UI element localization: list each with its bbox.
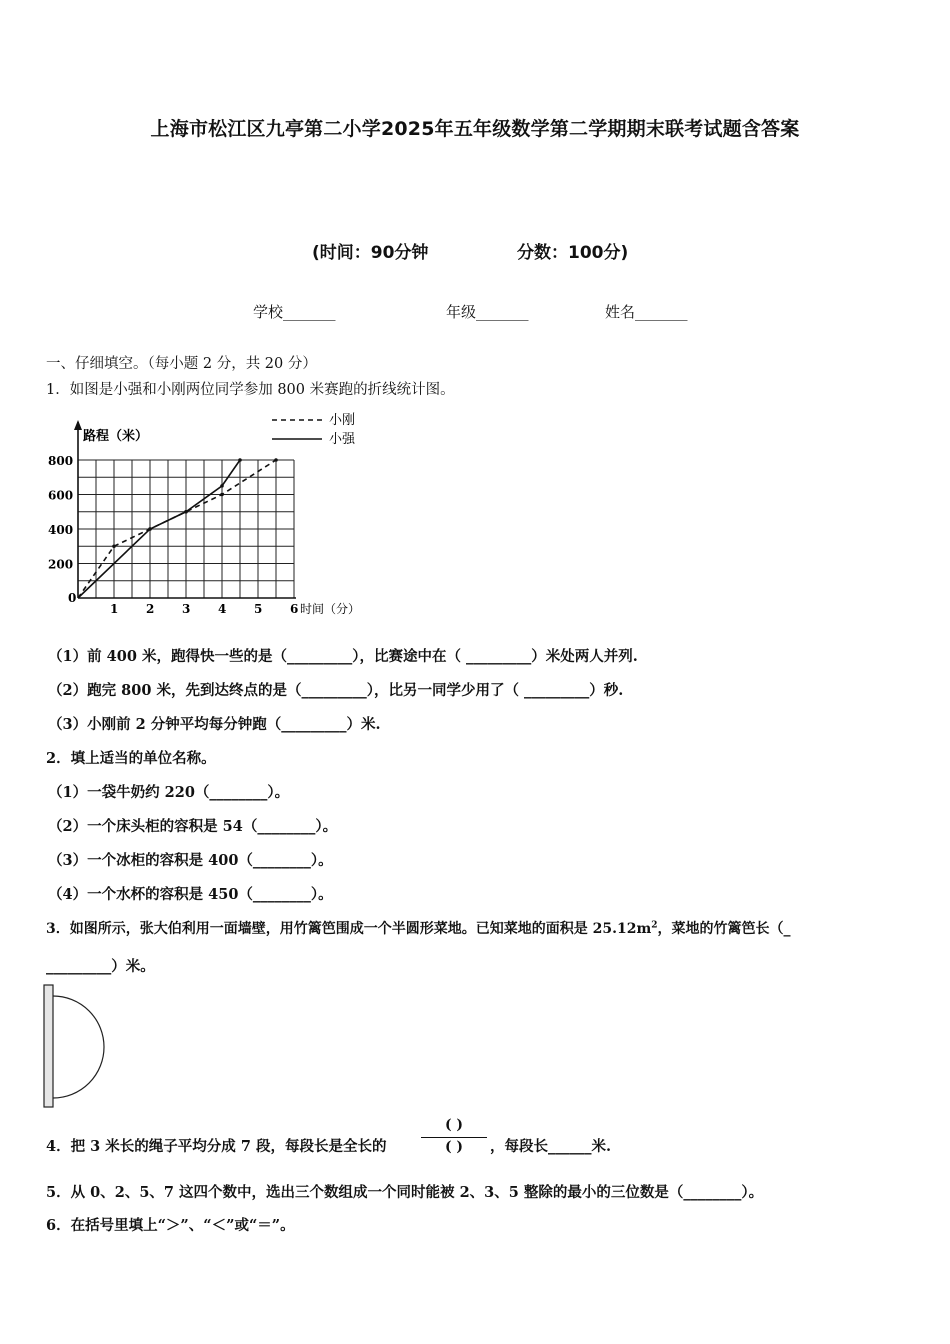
x-tick-label: 2 [146, 602, 155, 616]
q4-text-pre: 4．把 3 米长的绳子平均分成 7 段，每段长是全长的 [46, 1138, 387, 1155]
data-point [220, 484, 224, 488]
q6-text: 6．在括号里填上“＞”、“＜”或“＝”。 [46, 1217, 295, 1234]
x-tick-label: 0 [68, 591, 77, 605]
data-point [220, 493, 224, 497]
data-point [238, 458, 242, 462]
q2-sub4: （4）一个水杯的容积是 450（________）。 [48, 886, 333, 903]
x-tick-label: 6 [290, 602, 299, 616]
data-point [148, 527, 152, 531]
line-chart [40, 408, 400, 623]
exam-time: (时间：90分钟 [312, 243, 429, 263]
x-tick-label: 3 [182, 602, 191, 616]
name-field: 姓名_______ [605, 303, 688, 321]
legend-label: 小强 [329, 432, 356, 447]
school-field: 学校_______ [253, 303, 336, 321]
chart-grid [78, 460, 294, 598]
section-heading: 一、仔细填空。（每小题 2 分，共 20 分） [46, 356, 317, 372]
q2-sub2: （2）一个床头柜的容积是 54（________）。 [48, 818, 338, 835]
data-point [184, 510, 188, 514]
chart-series [78, 458, 278, 598]
wall [44, 985, 53, 1107]
x-tick-label: 4 [218, 602, 227, 616]
data-point [274, 458, 278, 462]
x-tick-label: 5 [254, 602, 263, 616]
data-point [112, 544, 116, 548]
legend-label: 小刚 [329, 413, 356, 428]
grade-field: 年级_______ [446, 303, 529, 321]
semicircle-garden-figure [40, 980, 120, 1115]
x-tick-label: 1 [110, 602, 119, 616]
y-tick-label: 800 [48, 454, 74, 468]
y-tick-label: 600 [48, 488, 74, 503]
y-axis-title: 路程（米） [83, 429, 149, 444]
q2-sub3: （3）一个冰柜的容积是 400（________）。 [48, 852, 333, 869]
x-axis-title: 时间（分） [300, 602, 361, 616]
y-axis-arrow [74, 420, 82, 430]
q4-text-post: ，每段长______米. [490, 1138, 612, 1155]
q1-stem: 1．如图是小强和小刚两位同学参加 800 米赛跑的折线统计图。 [46, 382, 455, 398]
q1-sub2: （2）跑完 800 米，先到达终点的是（_________），比另一同学少用了（ _________）秒. [48, 682, 624, 699]
y-tick-label: 200 [48, 557, 74, 572]
exam-score: 分数：100分) [517, 243, 629, 263]
fraction-bar [421, 1137, 487, 1138]
q1-sub1: （1）前 400 米，跑得快一些的是（_________），比赛途中在（ _________）米处两人并列. [48, 648, 638, 665]
fraction-numerator: ( ) [444, 1117, 464, 1133]
fraction-denominator: ( ) [444, 1139, 464, 1155]
fence-arc [53, 996, 104, 1098]
q3-line2: _________）米。 [46, 958, 155, 975]
q2-sub1: （1）一袋牛奶约 220（________）。 [48, 784, 290, 801]
q1-sub3: （3）小刚前 2 分钟平均每分钟跑（_________）米. [48, 716, 381, 733]
y-tick-label: 400 [48, 523, 74, 537]
q2-stem: 2．填上适当的单位名称。 [46, 750, 216, 767]
document-title: 上海市松江区九亭第二小学2025年五年级数学第二学期期末联考试题含答案 [150, 118, 800, 140]
q3-line1: 3．如图所示，张大伯利用一面墙壁，用竹篱笆围成一个半圆形菜地。已知菜地的面积是 $25.12m^2$，菜地的竹篱笆长（_ [46, 920, 791, 937]
chart-axes [74, 420, 296, 598]
q5-text: 5．从 0、2、5、7 这四个数中，选出三个数组成一个同时能被 2、3、5 整除的最小的三位数是（________）。 [46, 1184, 764, 1201]
